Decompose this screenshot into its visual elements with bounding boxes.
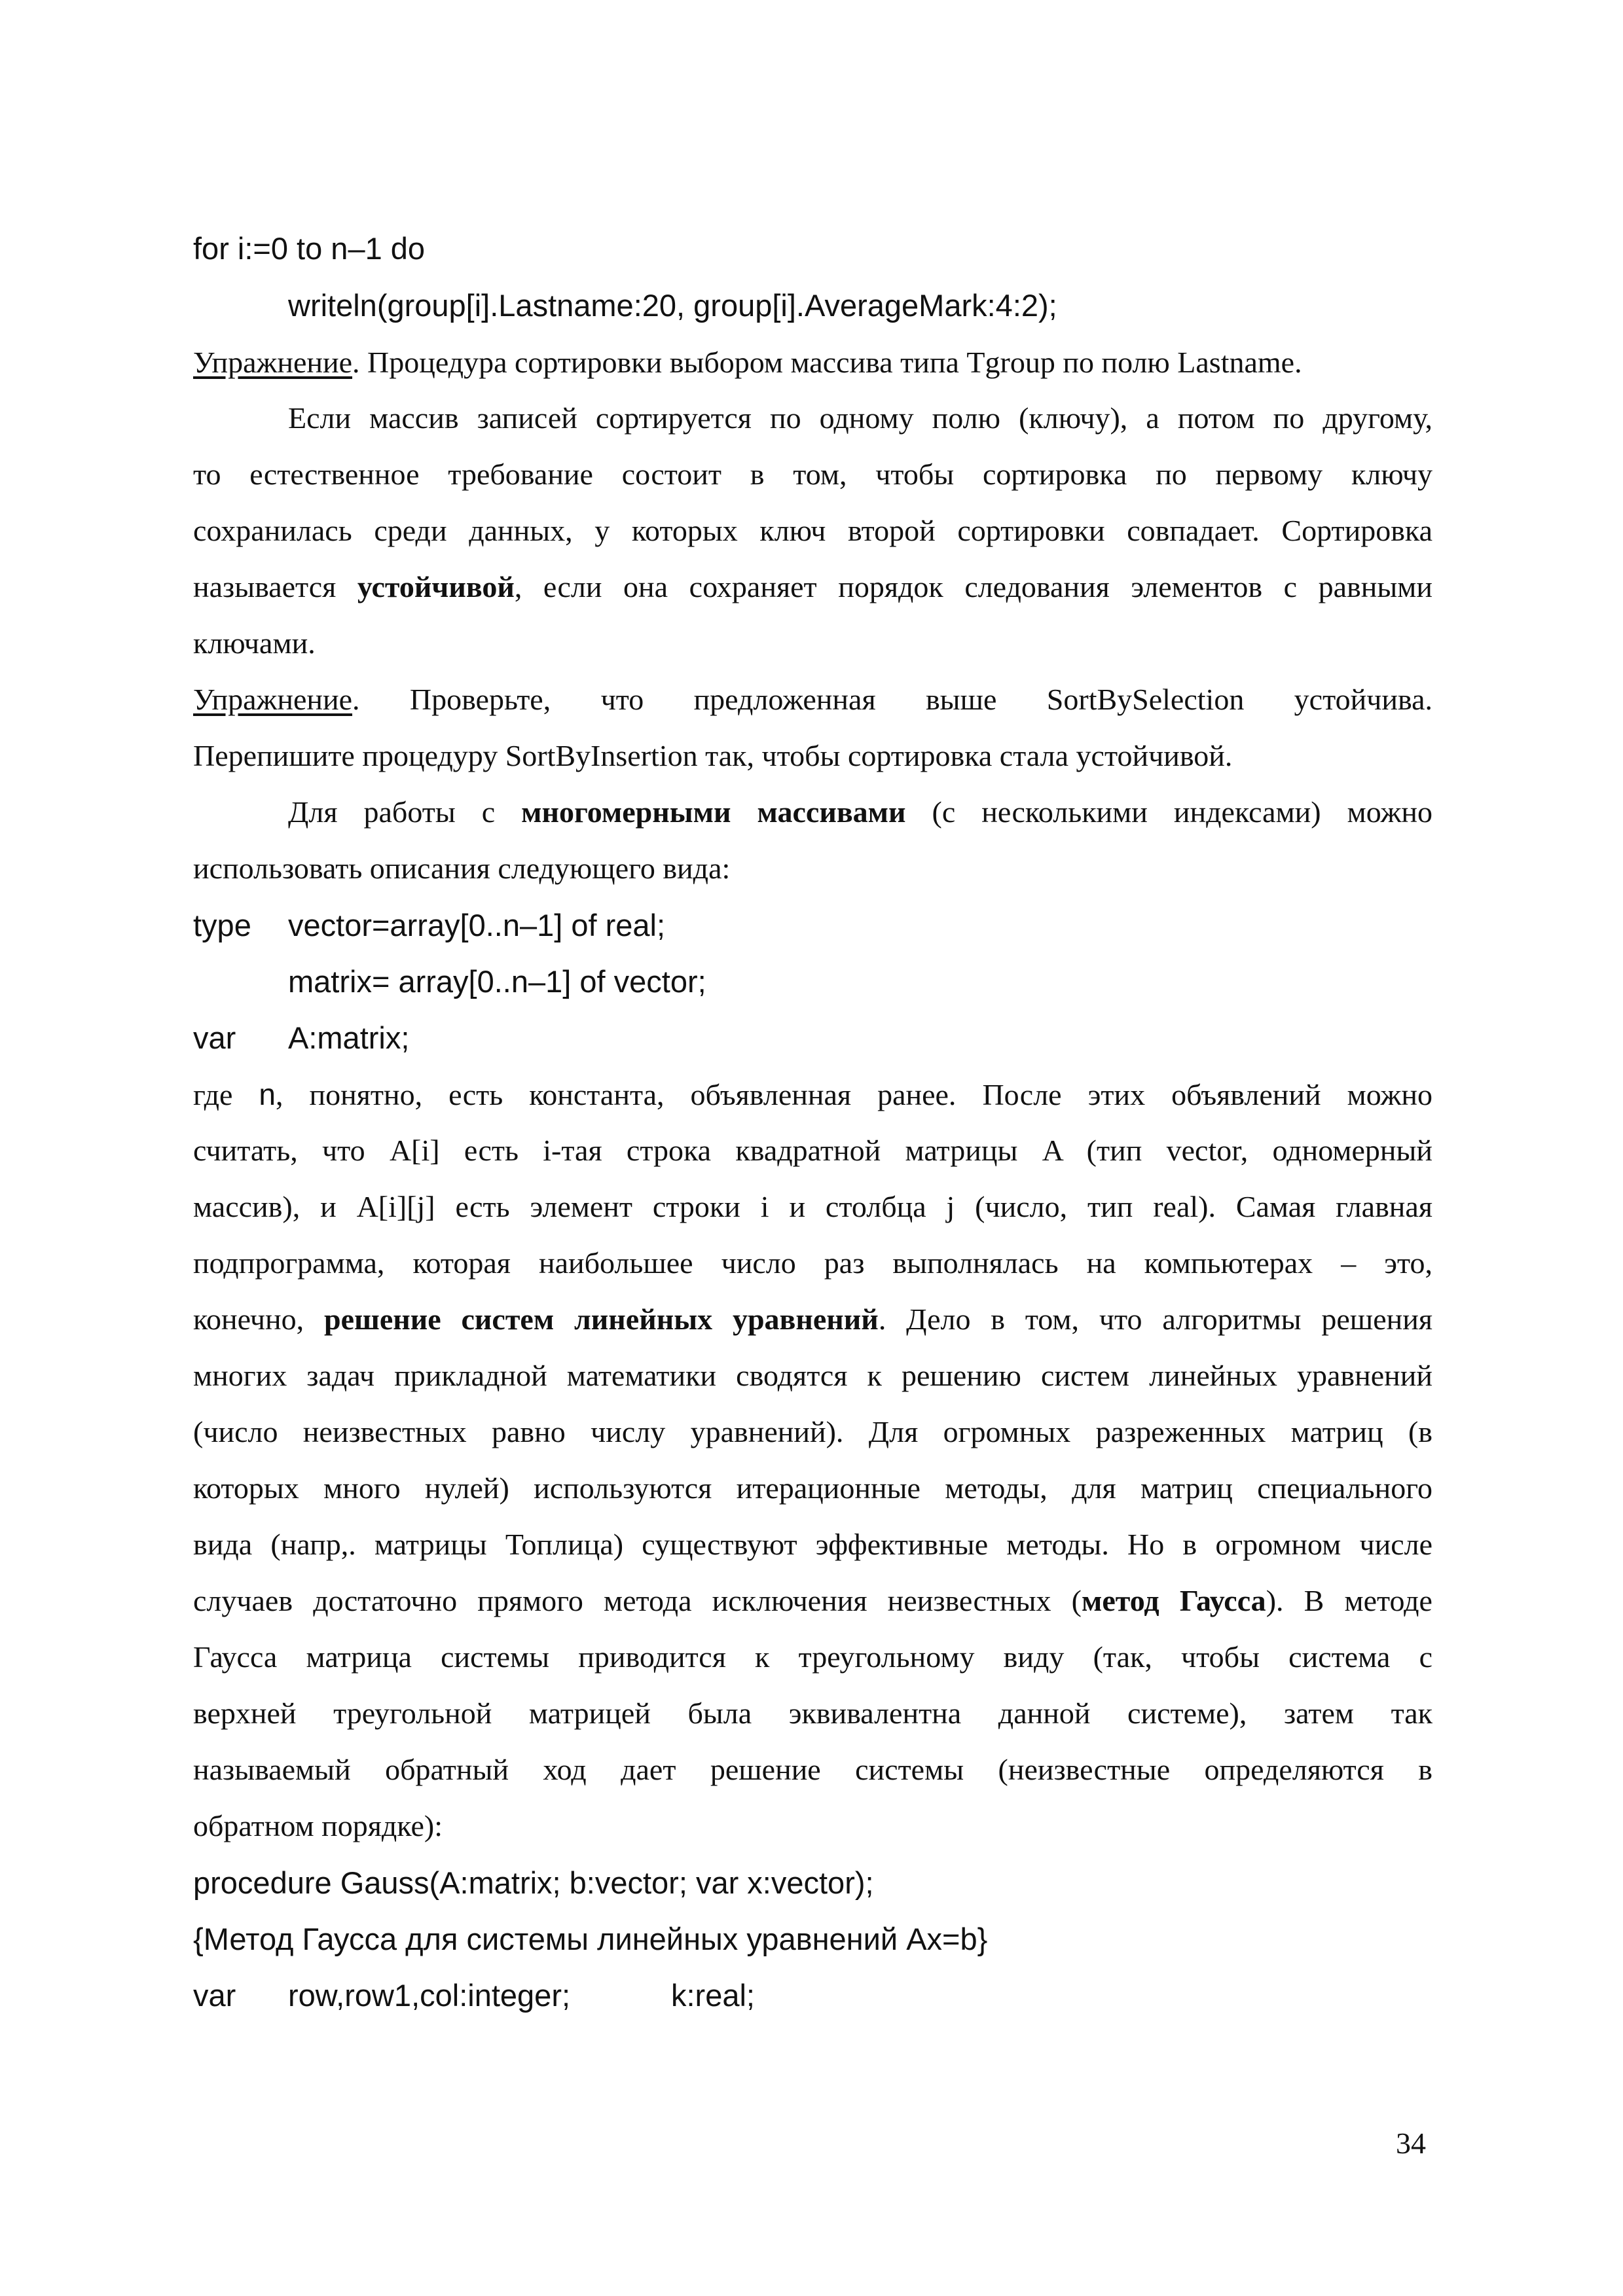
- exercise-1-label: Упражнение: [193, 346, 353, 379]
- para-gauss-line-1-post: , понятно, есть константа, объявленная ранее. После этих объявлений можно: [276, 1078, 1432, 1111]
- para-stable-line-1: Если массив записей сортируется по одному полю (ключу), а потом по другому,: [288, 401, 1432, 435]
- para-stable-line-4: [193, 569, 1432, 604]
- para-gauss-line-1-pre: где: [193, 1078, 259, 1111]
- para-gauss-line-8: которых много нулей) используются итерационные методы, для матриц специального: [193, 1471, 1432, 1505]
- para-multi-line-1: [288, 795, 1432, 829]
- code-procedure-header: procedure Gauss(A:matrix; b:vector; var x:vector);: [193, 1865, 874, 1900]
- code-writeln-line: writeln(group[i].Lastname:20, group[i].AverageMark:4:2);: [288, 288, 1057, 323]
- para-stable-line-5: ключами.: [193, 626, 316, 660]
- para-stable-line-3: сохранилась среди данных, у которых ключ второй сортировки совпадает. Сортировка: [193, 514, 1432, 547]
- para-gauss-line-2: считать, что A[i] есть i-тая строка квадратной матрицы A (тип vector, одномерный: [193, 1134, 1432, 1167]
- para-gauss-line-5: [193, 1302, 1432, 1336]
- para-gauss-line-7: (число неизвестных равно числу уравнений). Для огромных разреженных матриц (в: [193, 1415, 1432, 1448]
- term-multidim-arrays: многомерными массивами: [521, 795, 906, 829]
- term-linear-systems: решение систем линейных уравнений: [323, 1302, 879, 1336]
- para-gauss-line-5-pre: конечно,: [193, 1302, 324, 1336]
- para-multi-line-2: использовать описания следующего вида:: [193, 852, 731, 885]
- exercise-1-text: . Процедура сортировки выбором массива типа Tgroup по полю Lastname.: [352, 346, 1302, 379]
- para-stable-line-2: то естественное требование состоит в том, чтобы сортировка по первому ключу: [193, 457, 1432, 491]
- para-stable-line-4-pre: называется: [193, 570, 357, 603]
- exercise-2-label: Упражнение: [193, 683, 353, 716]
- para-gauss-line-6: многих задач прикладной математики сводятся к решению систем линейных уравнений: [193, 1359, 1432, 1392]
- code-var-keyword: var: [193, 1020, 236, 1055]
- code-n: n: [259, 1077, 276, 1111]
- term-gauss-method: метод Гаусса: [1082, 1584, 1266, 1617]
- para-gauss-line-10: [193, 1583, 1432, 1618]
- code-var-matrix: A:matrix;: [288, 1020, 410, 1055]
- para-gauss-line-10-pre: случаев достаточно прямого метода исключения неизвестных (: [193, 1584, 1082, 1617]
- para-gauss-line-4: подпрограмма, которая наибольшее число раз выполнялась на компьютерах – это,: [193, 1246, 1432, 1280]
- para-multi-line-1-pre: Для работы с: [288, 795, 522, 829]
- para-gauss-line-11: Гаусса матрица системы приводится к треугольному виду (так, чтобы система с: [193, 1640, 1432, 1674]
- code-var-integers: row,row1,col:integer;: [288, 1978, 571, 2013]
- para-gauss-line-14: обратном порядке):: [193, 1809, 443, 1842]
- para-multi-line-1-post: (с несколькими индексами) можно: [905, 795, 1432, 829]
- para-gauss-line-12: верхней треугольной матрицей была эквивалентна данной системе), затем так: [193, 1696, 1432, 1730]
- para-gauss-line-1: [193, 1077, 1432, 1112]
- para-gauss-line-9: вида (напр,. матрицы Топлица) существуют эффективные методы. Но в огромном числе: [193, 1528, 1432, 1561]
- code-type-matrix: matrix= array[0..n–1] of vector;: [288, 964, 706, 999]
- term-stable: устойчивой: [357, 570, 515, 603]
- exercise-1: [193, 345, 1302, 380]
- page-number: 34: [1396, 2126, 1426, 2160]
- para-stable-line-4-post: , если она сохраняет порядок следования элементов с равными: [514, 570, 1432, 603]
- exercise-2-line-2: Перепишите процедуру SortByInsertion так, чтобы сортировка стала устойчивой.: [193, 739, 1233, 772]
- code-var-real: k:real;: [671, 1978, 755, 2013]
- exercise-2-line-1: [193, 682, 1432, 717]
- code-var-keyword-2: var: [193, 1978, 236, 2013]
- code-type-vector: vector=array[0..n–1] of real;: [288, 908, 666, 942]
- para-gauss-line-10-post: ). В методе: [1266, 1584, 1432, 1617]
- exercise-2-line-1-text: . Проверьте, что предложенная выше SortBySelection устойчива.: [352, 683, 1432, 716]
- code-for-line: for i:=0 to n–1 do: [193, 231, 426, 266]
- para-gauss-line-5-post: . Дело в том, что алгоритмы решения: [878, 1302, 1433, 1336]
- para-gauss-line-3: массив), и A[i][j] есть элемент строки i и столбца j (число, тип real). Самая главная: [193, 1190, 1432, 1223]
- code-comment: {Метод Гаусса для системы линейных уравнений Ax=b}: [193, 1922, 988, 1956]
- para-gauss-line-13: называемый обратный ход дает решение системы (неизвестные определяются в: [193, 1753, 1432, 1786]
- code-type-keyword: type: [193, 908, 251, 942]
